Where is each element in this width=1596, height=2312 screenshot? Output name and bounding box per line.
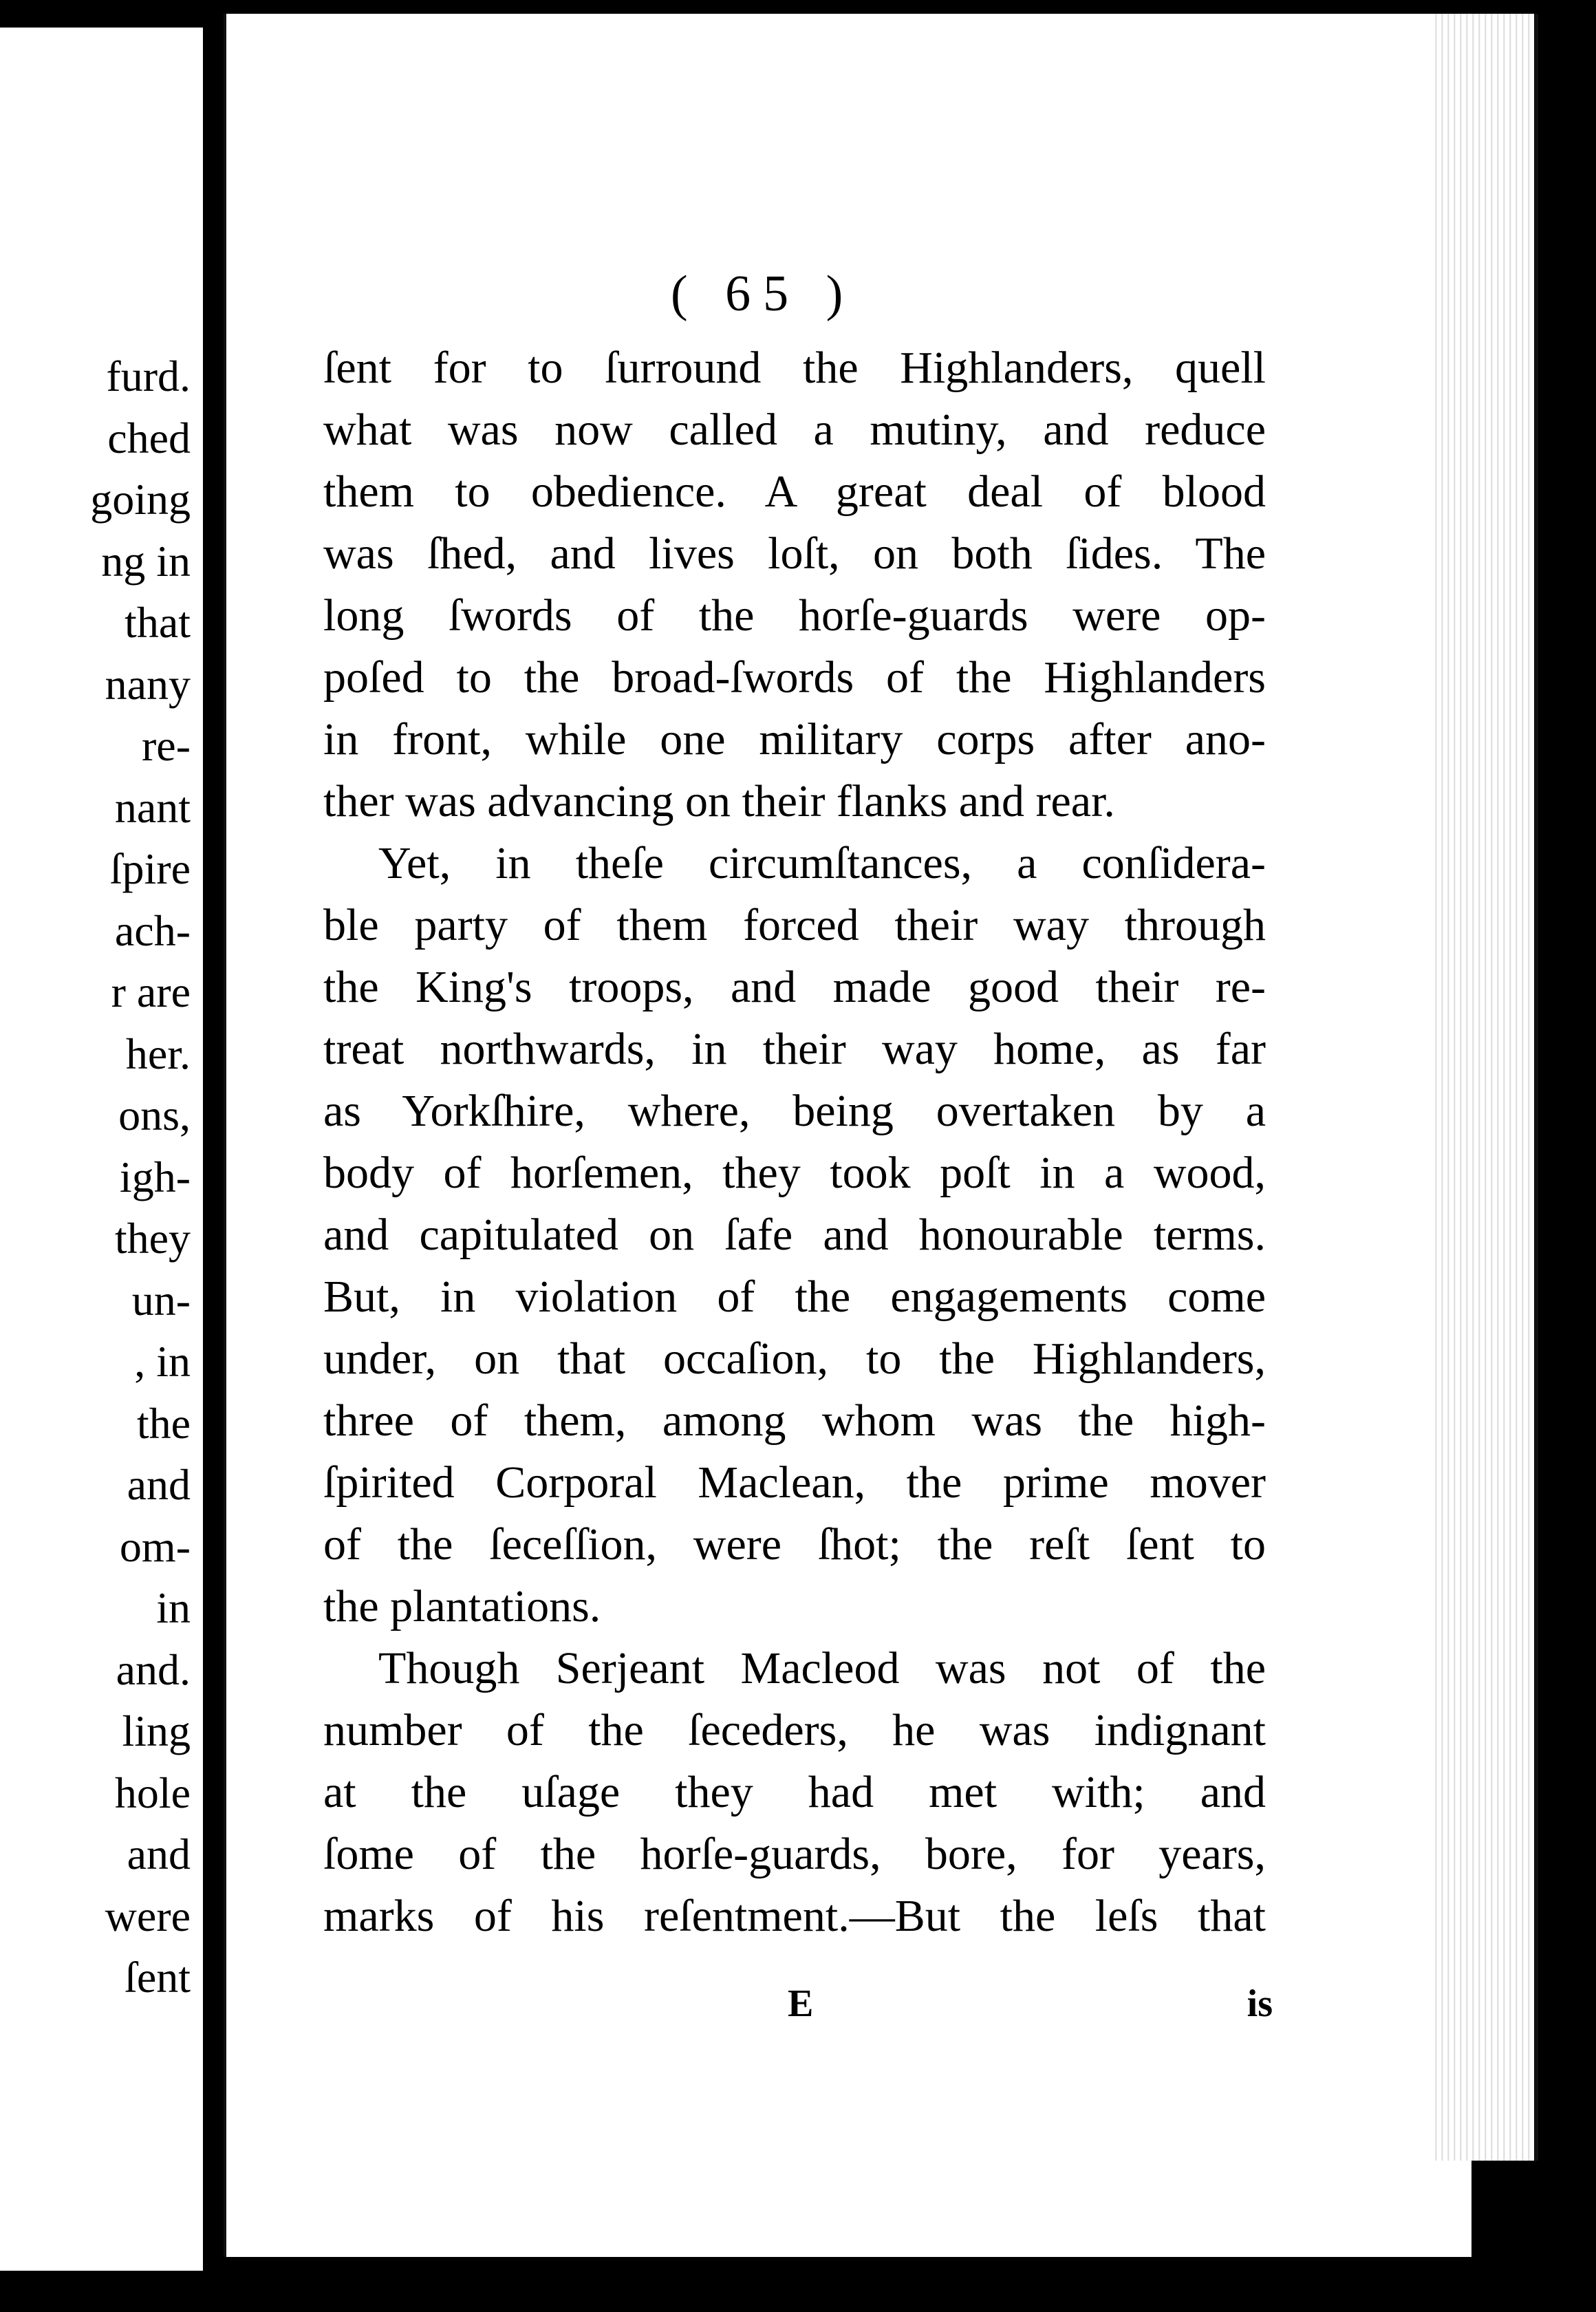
- text-line: them to obedience. A great deal of blood: [323, 467, 1266, 517]
- page-body: [323, 337, 1266, 1947]
- catchword: is: [1247, 1982, 1273, 2025]
- text-line: the plantations.: [323, 1581, 601, 1631]
- text-line: what was now called a mutiny, and reduce: [323, 405, 1266, 455]
- text-line: marks of his reſentment.—But the leſs that: [323, 1891, 1266, 1941]
- text-line: ther was advancing on their flanks and rear.: [323, 776, 1115, 826]
- text-line: and capitulated on ſafe and honourable terms.: [323, 1210, 1266, 1260]
- text-line: ſpirited Corporal Maclean, the prime mover: [323, 1457, 1266, 1508]
- facing-page-line: the: [136, 1398, 191, 1448]
- text-line: poſed to the broad-ſwords of the Highlanders: [323, 652, 1266, 703]
- facing-page-line: and: [127, 1460, 191, 1509]
- text-line: treat northwards, in their way home, as far: [323, 1024, 1266, 1074]
- facing-page-line: un-: [131, 1275, 191, 1325]
- facing-page-line: they: [114, 1214, 191, 1263]
- text-line: three of them, among whom was the high-: [323, 1395, 1266, 1446]
- facing-page-line: ons,: [118, 1091, 191, 1139]
- page-footer: [323, 1982, 1273, 2037]
- facing-page-line: that: [125, 598, 191, 647]
- signature-mark: E: [788, 1982, 814, 2025]
- facing-page-line: igh-: [119, 1152, 191, 1201]
- facing-page-line: ched: [107, 413, 191, 462]
- text-line: was ſhed, and lives loſt, on both ſides. The: [323, 528, 1266, 579]
- facing-page-text: [0, 28, 203, 2271]
- text-line: at the uſage they had met with; and: [323, 1767, 1266, 1817]
- facing-page-line: ſpire: [109, 844, 191, 893]
- page-number: ( 65 ): [671, 266, 856, 322]
- paragraph: [323, 833, 1266, 1638]
- text-line: in front, while one military corps after ano-: [323, 714, 1266, 764]
- text-line: Yet, in theſe circumſtances, a conſidera-: [378, 838, 1266, 888]
- text-line: long ſwords of the horſe-guards were op-: [323, 590, 1266, 641]
- facing-page-line: her.: [125, 1029, 191, 1078]
- page-edges: [1431, 14, 1538, 2161]
- text-line: ble party of them forced their way through: [323, 900, 1266, 950]
- facing-page-line: , in: [134, 1337, 191, 1386]
- facing-page-line: ng in: [101, 536, 191, 586]
- text-line: the King's troops, and made good their re-: [323, 962, 1266, 1012]
- facing-page-line: were: [105, 1891, 191, 1940]
- facing-page-line: going: [90, 475, 191, 524]
- text-line: Though Serjeant Macleod was not of the: [378, 1643, 1266, 1693]
- text-line: under, on that occaſion, to the Highlanders,: [323, 1334, 1266, 1384]
- facing-page-line: in: [156, 1583, 191, 1632]
- text-line: But, in violation of the engagements come: [323, 1272, 1266, 1322]
- facing-page-line: ſent: [125, 1953, 191, 2002]
- facing-page-line: r are: [111, 967, 191, 1016]
- facing-page-line: re-: [141, 721, 191, 770]
- paragraph: [323, 337, 1266, 833]
- facing-page-line: ach-: [114, 906, 191, 955]
- facing-page-line: nant: [114, 782, 191, 832]
- facing-page-line: nany: [105, 659, 191, 709]
- text-line: ſent for to ſurround the Highlanders, quell: [323, 343, 1266, 393]
- facing-page-line: om-: [119, 1521, 191, 1571]
- facing-page-line: and: [127, 1830, 191, 1878]
- facing-page-line: furd.: [106, 352, 191, 400]
- facing-page-line: ling: [122, 1706, 191, 1755]
- text-line: of the ſeceſſion, were ſhot; the reſt ſent to: [323, 1519, 1266, 1570]
- text-line: as Yorkſhire, where, being overtaken by a: [323, 1086, 1266, 1136]
- text-line: number of the ſeceders, he was indignant: [323, 1705, 1266, 1755]
- facing-page-line: hole: [114, 1768, 191, 1817]
- text-line: body of horſemen, they took poſt in a wood,: [323, 1148, 1266, 1198]
- facing-page-line: and.: [116, 1645, 191, 1694]
- facing-page-fragment: [0, 28, 207, 2271]
- text-line: ſome of the horſe-guards, bore, for years,: [323, 1829, 1266, 1879]
- paragraph: [323, 1638, 1266, 1947]
